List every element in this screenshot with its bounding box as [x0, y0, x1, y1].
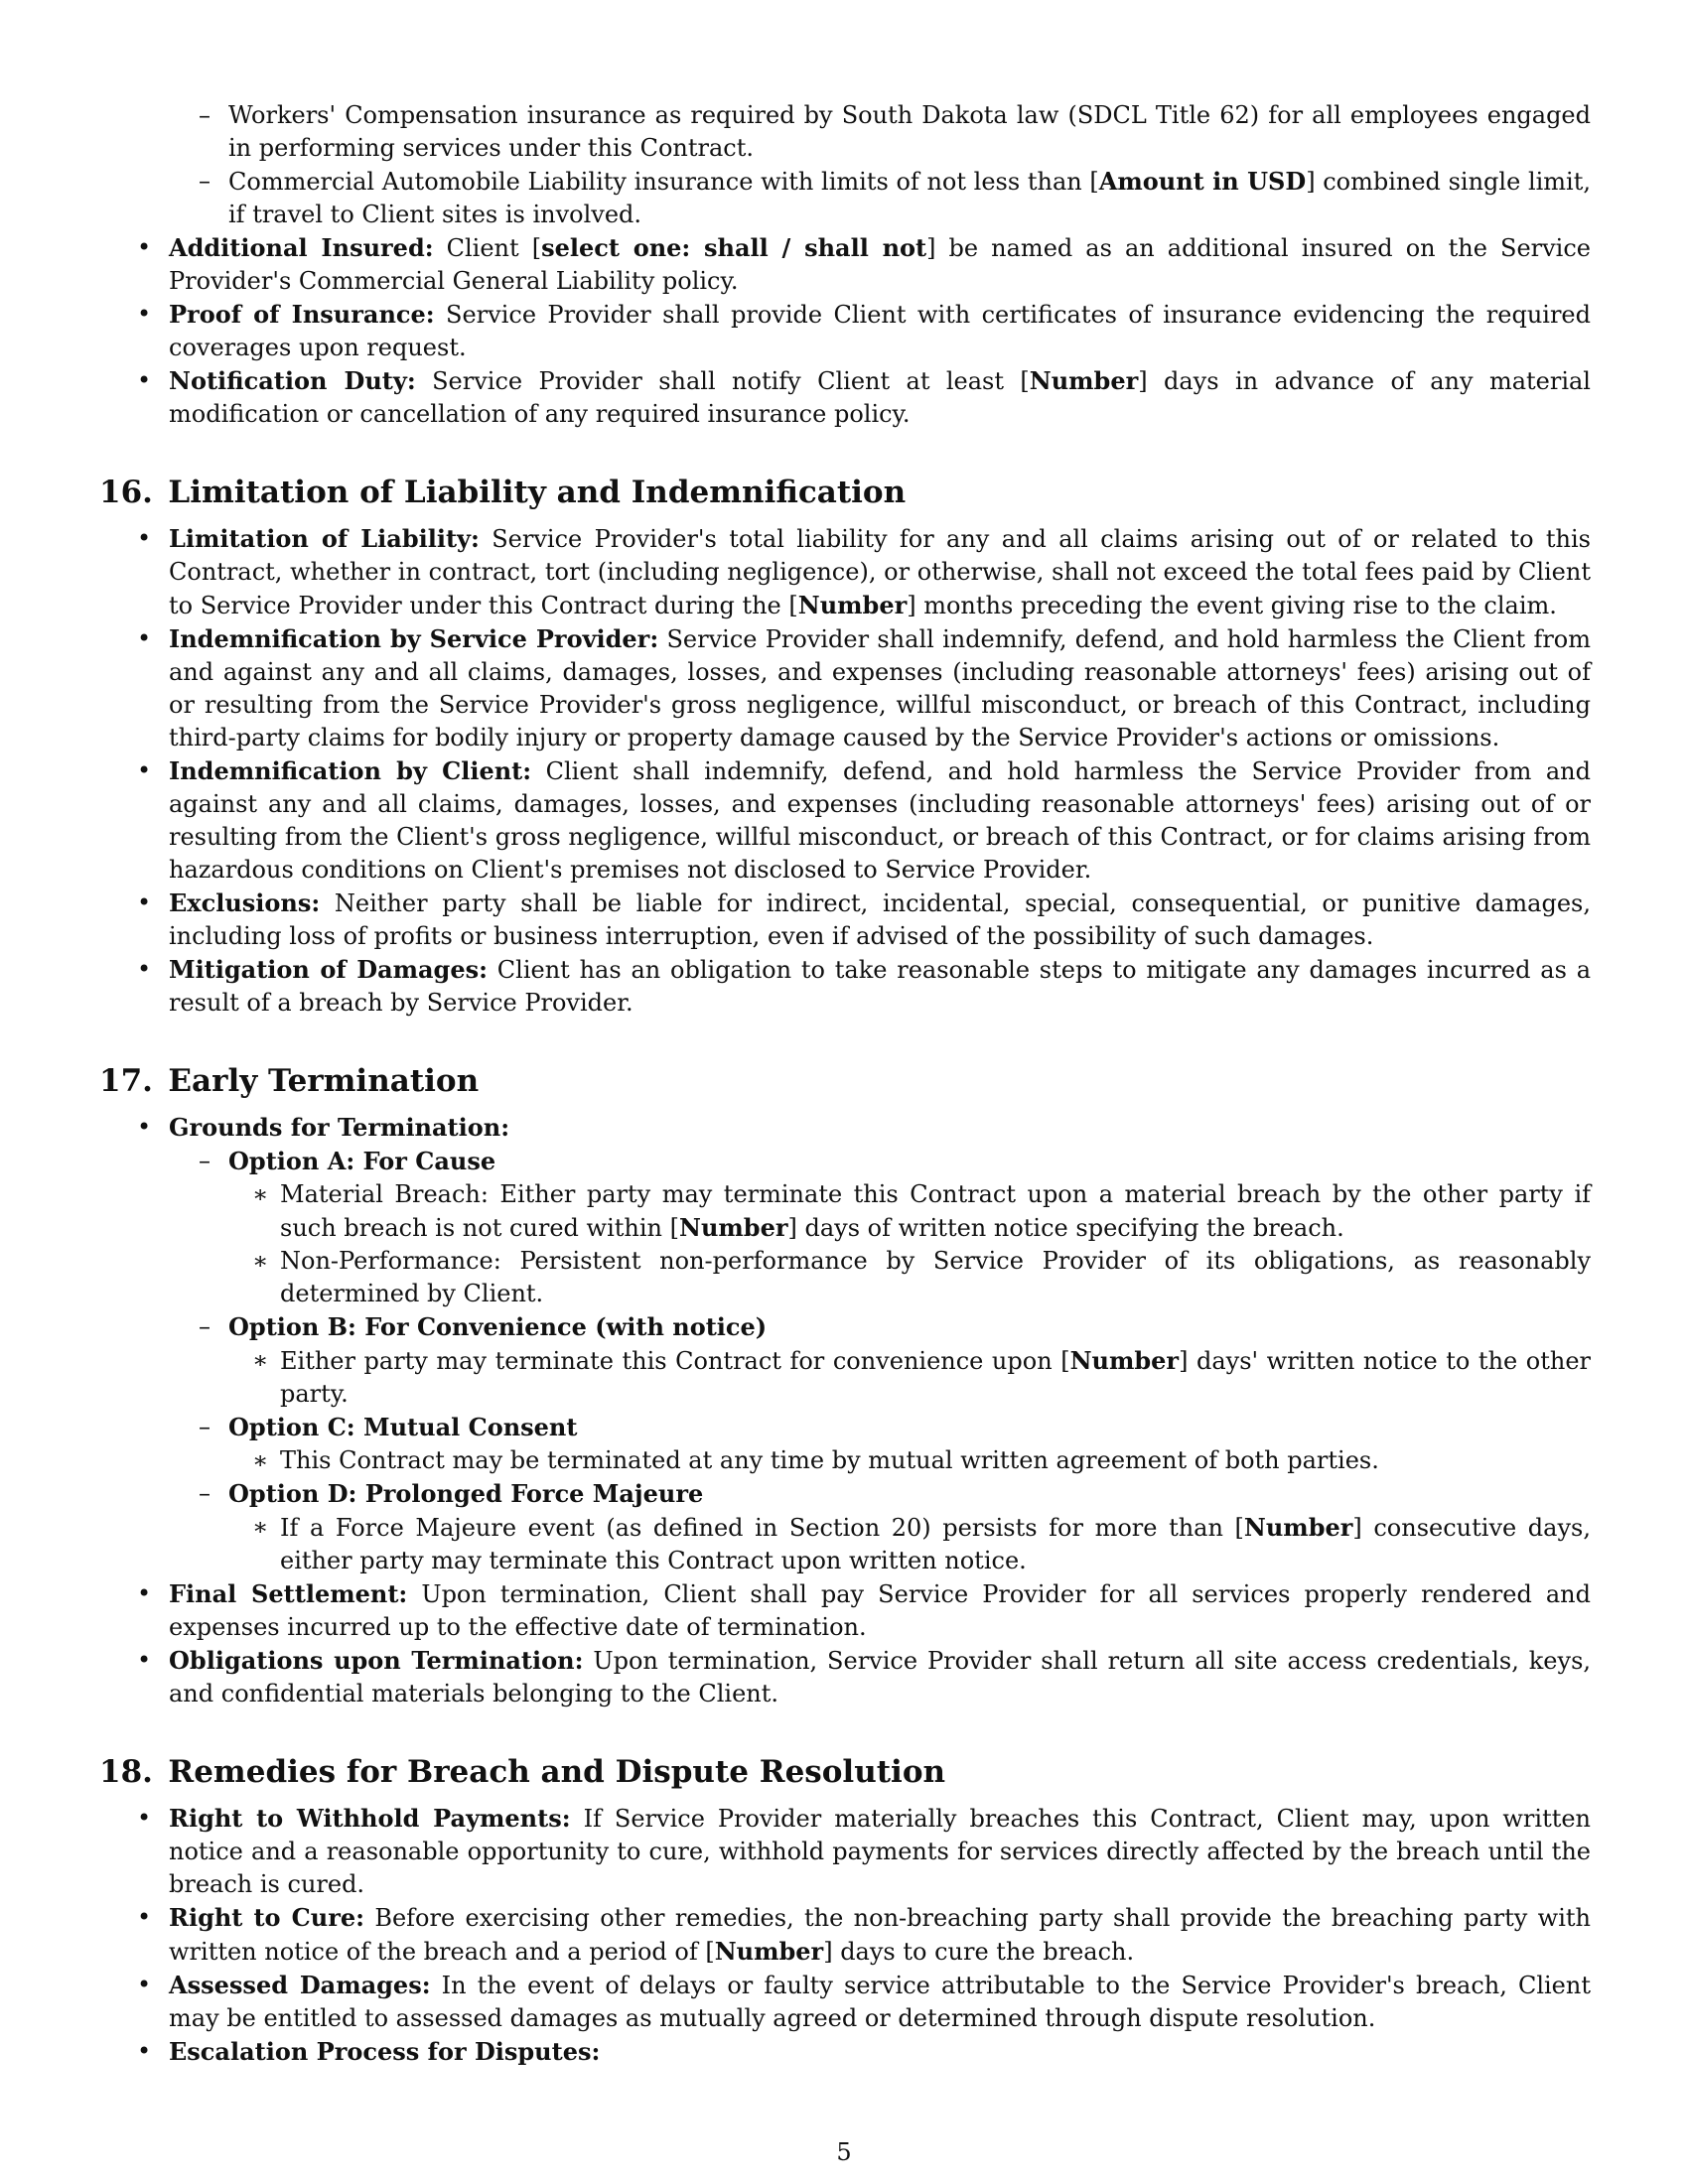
item-label: Limitation of Liability:	[169, 524, 480, 553]
item-text: Service Provider's total liability for any and all claims arising out of or related to this Contract, whether in contract, tort (including negligence), or otherwise, shall not exceed the total fees paid by Client to Service Provider under this Contract during the [	[169, 525, 1591, 619]
item-text: Service Provider shall indemnify, defend, and hold harmless the Client from and against any and all claims, damages, losses, and expenses (including reasonable attorneys' fees) arising out of or resulting from the Service Provider's gross negligence, willful misconduct, or breach of this Contract, including third-party claims for bodily injury or property damage caused by the Service Provider's actions or omissions.	[169, 625, 1592, 751]
item-label: Mitigation of Damages:	[169, 955, 488, 984]
item-text: ] days of written notice specifying the breach.	[787, 1214, 1344, 1242]
option-title: Option B: For Convenience (with notice)	[228, 1312, 768, 1341]
item-text: Client shall indemnify, defend, and hold harmless the Service Provider from and against any and all claims, damages, losses, and expenses (including reasonable attorneys' fees) arising out of or resulting from the Client's gross negligence, willful misconduct, or breach of this Contract, or for claims arising from hazardous conditions on Client's premises not disclosed to Service Provider.	[169, 757, 1591, 884]
option-item	[199, 1145, 1591, 1310]
placeholder-text: Amount in USD	[1098, 167, 1307, 196]
item-label: Proof of Insurance:	[169, 300, 435, 329]
option-title: Option D: Prolonged Force Majeure	[228, 1479, 704, 1508]
item-text: Client has an obligation to take reasonable steps to mitigate any damages incurred as a result of a breach by Service Provider.	[169, 956, 1591, 1017]
list-item	[199, 99, 1591, 165]
item-text: Material Breach: Either party may terminate this Contract upon a material breach by the other party if such breach is not cured within [	[280, 1180, 1591, 1242]
item-label: Right to Withhold Payments:	[169, 1804, 571, 1833]
item-text: Upon termination, Client shall pay Service Provider for all services properly rendered and expenses incurred up to the effective date of termination.	[169, 1580, 1591, 1641]
list-item	[252, 1178, 1591, 1245]
item-text: Before exercising other remedies, the non-breaching party shall provide the breaching party with written notice of the breach and a period of [	[169, 1904, 1591, 1966]
option-title: Option A: For Cause	[228, 1147, 496, 1175]
item-text: ] days in advance of any material modification or cancellation of any required insurance policy.	[169, 367, 1591, 428]
item-text: Service Provider shall notify Client at least [	[415, 367, 1030, 395]
placeholder-text: Number	[1243, 1513, 1353, 1542]
item-text: ] days' written notice to the other party.	[280, 1347, 1591, 1408]
item-label: Assessed Damages:	[169, 1971, 431, 1999]
item-text: Neither party shall be liable for indirect, incidental, special, consequential, or punitive damages, including loss of profits or business interruption, even if advised of the possibility of such damages.	[169, 889, 1591, 950]
option-item	[199, 1477, 1591, 1577]
item-text: Client [	[433, 234, 542, 262]
list-item	[252, 1511, 1591, 1577]
list-item	[252, 1444, 1591, 1477]
item-text: If Service Provider materially breaches this Contract, Client may, upon written notice and a reasonable opportunity to cure, withhold payments for services directly affected by the breach until the breach is cured.	[169, 1805, 1592, 1898]
list-item	[99, 887, 1591, 953]
list-item	[252, 1245, 1591, 1310]
list-item	[99, 1577, 1591, 1644]
option-sublist	[228, 1178, 1591, 1310]
list-item	[99, 298, 1591, 364]
list-item	[99, 1901, 1591, 1969]
list-item	[99, 522, 1591, 622]
placeholder-text: Number	[1029, 366, 1139, 395]
section-heading: 16. Limitation of Liability and Indemnification	[99, 475, 907, 510]
item-text: Service Provider shall provide Client with certificates of insurance evidencing the required coverages upon request.	[169, 301, 1591, 361]
list-item	[99, 622, 1591, 754]
item-label: Final Settlement:	[169, 1579, 408, 1608]
item-label: Notification Duty:	[169, 366, 416, 395]
page-number: 5	[836, 2138, 852, 2166]
placeholder-text: Number	[714, 1937, 824, 1966]
item-text: This Contract may be terminated at any time by mutual written agreement of both parties.	[280, 1446, 1379, 1474]
list-item	[99, 364, 1591, 431]
item-label: Grounds for Termination:	[169, 1113, 510, 1142]
item-label: Escalation Process for Disputes:	[169, 2037, 601, 2066]
item-text: Commercial Automobile Liability insurance with limits of not less than [	[228, 168, 1099, 196]
page-content	[99, 99, 1591, 2069]
list-item	[199, 165, 1591, 231]
item-text: ] be named as an additional insured on the Service Provider's Commercial General Liability policy.	[169, 234, 1591, 295]
list-item	[99, 231, 1591, 298]
list-item	[99, 953, 1591, 1020]
section-heading: 17. Early Termination	[99, 1063, 480, 1099]
item-text: If a Force Majeure event (as defined in Section 20) persists for more than [	[280, 1514, 1244, 1542]
option-item	[199, 1310, 1591, 1411]
item-text: In the event of delays or faulty service attributable to the Service Provider's breach, Client may be entitled to assessed damages as mutually agreed or determined through dispute resolution.	[169, 1972, 1591, 2032]
section-17-list	[99, 1111, 1591, 1710]
list-item	[99, 1969, 1591, 2035]
option-title: Option C: Mutual Consent	[228, 1413, 578, 1441]
item-label: Exclusions:	[169, 888, 321, 917]
item-text: Non-Performance: Persistent non-performance by Service Provider of its obligations, as reasonably determined by Client.	[280, 1247, 1591, 1307]
option-item	[199, 1411, 1591, 1477]
list-item	[99, 754, 1591, 887]
item-label: Right to Cure:	[169, 1903, 364, 1932]
item-label: Indemnification by Service Provider:	[169, 624, 659, 653]
item-label: Indemnification by Client:	[169, 756, 532, 785]
section-16-list	[99, 522, 1591, 1020]
option-sublist	[228, 1344, 1591, 1411]
option-sublist	[228, 1444, 1591, 1477]
placeholder-text: select one: shall / shall not	[541, 233, 927, 262]
item-text: ] days to cure the breach.	[823, 1938, 1135, 1966]
item-text: ] combined single limit, if travel to Client sites is involved.	[228, 168, 1592, 228]
option-sublist	[228, 1511, 1591, 1577]
insurance-list	[99, 231, 1591, 431]
list-item	[99, 1644, 1591, 1710]
item-text: ] months preceding the event giving rise to the claim.	[907, 592, 1557, 619]
section-heading: 18. Remedies for Breach and Dispute Resolution	[99, 1754, 946, 1790]
item-text: Either party may terminate this Contract for convenience upon [	[280, 1347, 1070, 1375]
list-item	[99, 1802, 1591, 1901]
item-label: Obligations upon Termination:	[169, 1646, 584, 1675]
placeholder-text: Number	[1069, 1346, 1180, 1375]
placeholder-text: Number	[797, 591, 908, 619]
insurance-sublist	[169, 99, 1591, 231]
list-item	[252, 1344, 1591, 1411]
section-18-list	[99, 1802, 1591, 2069]
item-text: ] consecutive days, either party may terminate this Contract upon written notice.	[280, 1514, 1591, 1574]
list-item	[99, 2035, 1591, 2069]
termination-options	[99, 1145, 1591, 1577]
list-item	[99, 1111, 1591, 1577]
placeholder-text: Number	[679, 1213, 788, 1242]
item-label: Additional Insured:	[169, 233, 434, 262]
item-text: Upon termination, Service Provider shall return all site access credentials, keys, and confidential materials belonging to the Client.	[169, 1647, 1592, 1707]
item-text: Workers' Compensation insurance as required by South Dakota law (SDCL Title 62) for all employees engaged in performing services under this Contract.	[228, 101, 1591, 162]
